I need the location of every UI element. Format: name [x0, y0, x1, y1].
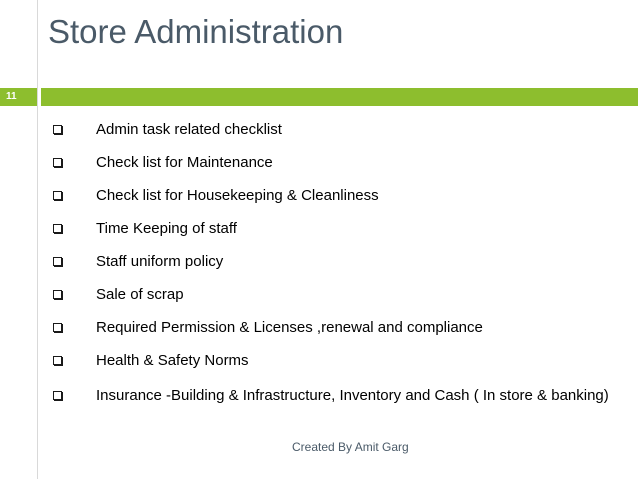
bullet-text: Time Keeping of staff [96, 220, 237, 237]
left-divider-line [37, 0, 38, 479]
bullet-item [50, 283, 610, 306]
square-bullet-icon [53, 391, 62, 400]
bullet-text: Check list for Maintenance [96, 154, 273, 171]
bullet-text: Staff uniform policy [96, 253, 224, 270]
bullet-item [50, 382, 610, 410]
square-bullet-icon [53, 356, 62, 365]
bullet-text: Health & Safety Norms [96, 352, 249, 369]
bullet-text: Check list for Housekeeping & Cleanliness [96, 187, 379, 204]
bullet-text: Required Permission & Licenses ,renewal and compliance [96, 319, 483, 336]
bullet-item [50, 151, 610, 174]
square-bullet-icon [53, 125, 62, 134]
bullet-item [50, 184, 610, 207]
bullet-item [50, 316, 610, 339]
bullet-item [50, 349, 610, 372]
square-bullet-icon [53, 191, 62, 200]
slide-title: Store Administration [48, 13, 344, 50]
bullet-item [50, 217, 610, 240]
footer-credit: Created By Amit Garg [292, 440, 409, 454]
bullet-item [50, 118, 610, 141]
bullet-list [50, 118, 610, 420]
square-bullet-icon [53, 323, 62, 332]
accent-bar [41, 88, 638, 106]
bullet-text: Insurance -Building & Infrastructure, Inventory and Cash ( In store & banking) [96, 387, 609, 404]
slide-number: 11 [0, 88, 37, 106]
bullet-text: Admin task related checklist [96, 121, 282, 138]
bullet-item [50, 250, 610, 273]
square-bullet-icon [53, 257, 62, 266]
bullet-text: Sale of scrap [96, 286, 184, 303]
square-bullet-icon [53, 158, 62, 167]
square-bullet-icon [53, 224, 62, 233]
square-bullet-icon [53, 290, 62, 299]
